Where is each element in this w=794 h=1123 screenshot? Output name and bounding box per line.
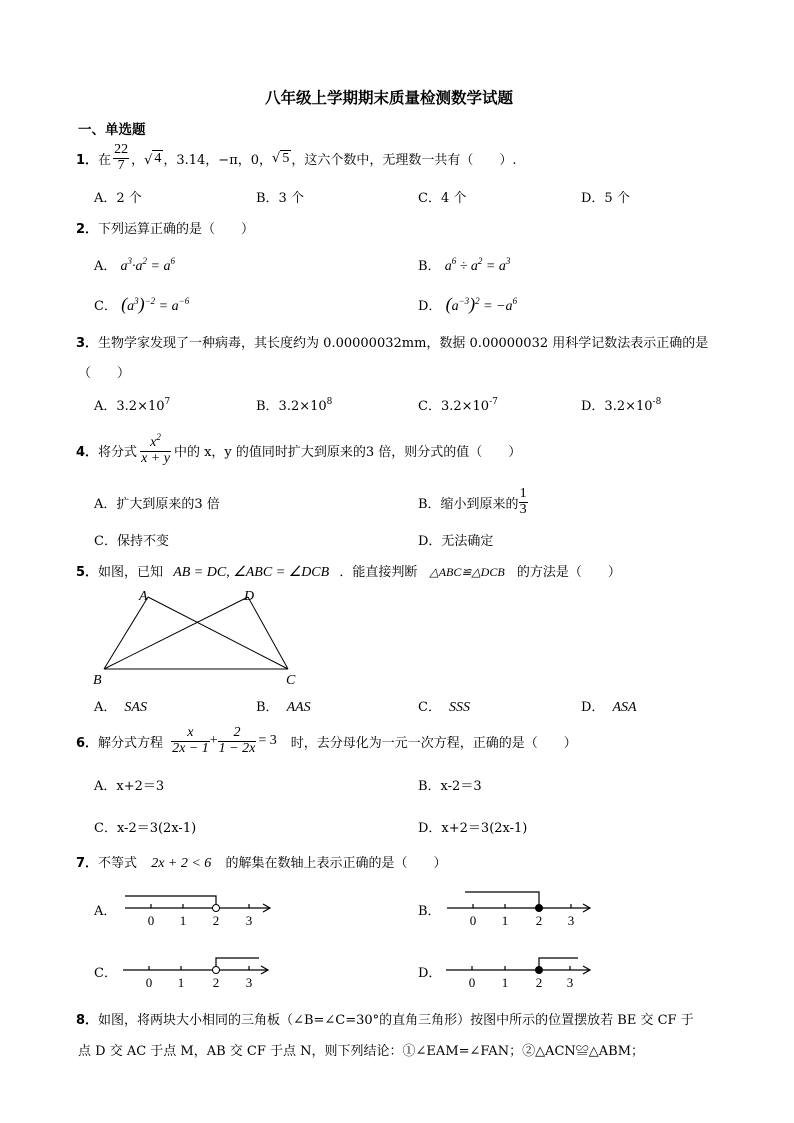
- number-line-c[interactable]: [123, 950, 273, 992]
- fraction-denominator: x + y: [141, 451, 170, 466]
- option-b[interactable]: B．3 个: [256, 191, 304, 206]
- option-label: D．: [418, 299, 442, 314]
- option-label: A．: [94, 259, 117, 274]
- fraction-numerator: [140, 433, 171, 452]
- number-line-d[interactable]: [446, 950, 596, 992]
- option-d[interactable]: [418, 294, 517, 315]
- tick-label: 0: [469, 913, 477, 928]
- sqrt-radicand: 4: [154, 150, 162, 166]
- tick-label: 0: [145, 975, 153, 990]
- option-a[interactable]: [94, 395, 170, 414]
- option-c[interactable]: C．4 个: [418, 191, 467, 206]
- option-d[interactable]: [581, 395, 661, 414]
- exponent: 2: [156, 432, 161, 443]
- question-3-cont: （ ）: [78, 366, 131, 381]
- question-text: 的方法是（ ）: [516, 565, 621, 580]
- tick-label: 3: [566, 975, 574, 990]
- fraction: [140, 433, 171, 466]
- option-text: A．3.2×10: [94, 399, 165, 414]
- option-math: $(a^{-3})^2 = -a^6$: [445, 294, 518, 314]
- question-text: 的解集在数轴上表示正确的是（ ）: [225, 856, 447, 871]
- tick-label: 1: [179, 913, 187, 928]
- option-label: A．: [94, 700, 117, 715]
- fraction: [113, 143, 129, 173]
- fraction-denominator: 7: [117, 157, 125, 173]
- label-d: D: [244, 589, 255, 604]
- question-number: 3．: [76, 336, 99, 351]
- closed-endpoint: [536, 905, 543, 912]
- question-number: 8．: [76, 1013, 99, 1028]
- option-a[interactable]: [94, 255, 175, 275]
- option-text: SSS: [448, 700, 470, 715]
- question-7: [76, 852, 446, 872]
- tick-label: 0: [147, 913, 155, 928]
- tick-label: 1: [501, 913, 509, 928]
- option-b-label[interactable]: B．: [418, 904, 441, 919]
- question-number: 6．: [76, 735, 99, 751]
- tick-label: 2: [212, 913, 220, 928]
- question-text: 解分式方程: [98, 735, 164, 751]
- question-number: 7．: [76, 856, 99, 871]
- solution-ray: [465, 892, 539, 908]
- option-text: B．3.2×10: [256, 399, 327, 414]
- tick-label: 1: [177, 975, 185, 990]
- exponent: -8: [652, 397, 662, 407]
- question-1: [76, 140, 516, 176]
- question-text: ，这六个数中，无理数一共有（ ）.: [291, 152, 517, 168]
- tick-label: 2: [535, 913, 543, 928]
- option-b[interactable]: [418, 484, 528, 520]
- exponent: -7: [489, 397, 498, 407]
- option-b[interactable]: [418, 255, 510, 275]
- fraction-numerator: 1: [519, 485, 527, 501]
- option-label: B．: [256, 700, 279, 715]
- option-math: $a^3\cdot a^2 = a^6$: [120, 256, 175, 274]
- question-text: ．能直接判断: [339, 565, 418, 580]
- option-d-label[interactable]: D．: [418, 966, 442, 981]
- option-b[interactable]: B．x-2＝3: [418, 779, 482, 794]
- tick-label: 1: [501, 975, 509, 990]
- tick-label: 2: [212, 975, 220, 990]
- fraction-1: [171, 726, 210, 756]
- question-text: 如图，已知: [98, 565, 164, 580]
- question-8-cont: 点 D 交 AC 于点 M，AB 交 CF 于点 N，则下列结论：①∠EAM=∠FAN；②△ACN≌△ABM；: [78, 1044, 645, 1059]
- question-text: ，3.14，−π，0，: [163, 152, 273, 168]
- number-line-a[interactable]: [125, 888, 275, 930]
- tick-label: 2: [535, 975, 543, 990]
- option-text: B．缩小到原来的: [418, 496, 519, 512]
- question-5: [76, 561, 621, 581]
- option-label: C．: [418, 700, 441, 715]
- sqrt-radicand: 5: [282, 150, 290, 166]
- solution-ray: [216, 958, 259, 970]
- plus-sign: +: [209, 733, 218, 748]
- option-c[interactable]: [418, 395, 498, 414]
- exponent: 7: [164, 397, 171, 407]
- option-a[interactable]: A．x+2＝3: [94, 779, 165, 794]
- open-endpoint: [213, 967, 220, 974]
- question-number: 5．: [76, 565, 99, 580]
- question-6: [76, 721, 577, 761]
- option-b[interactable]: [256, 696, 311, 716]
- question-text: 下列运算正确的是（ ）: [98, 222, 255, 237]
- fraction-denominator: 3: [519, 501, 527, 517]
- question-4: [76, 429, 521, 471]
- question-8: [76, 1009, 694, 1028]
- option-a-label[interactable]: A．: [94, 904, 117, 919]
- equals-rhs: = 3: [258, 733, 277, 748]
- section-heading: 一、单选题: [78, 122, 146, 138]
- label-a: A: [139, 589, 148, 604]
- option-c[interactable]: C．保持不变: [94, 534, 169, 549]
- tick-label: 3: [567, 913, 575, 928]
- option-text: D．3.2×10: [581, 399, 653, 414]
- option-d[interactable]: [581, 696, 637, 716]
- fraction: [519, 487, 528, 517]
- tick-label: 3: [245, 913, 253, 928]
- option-label: C．: [94, 299, 117, 314]
- congruence-math: △ABC≌△DCB: [429, 565, 505, 579]
- option-text: ASA: [612, 700, 637, 715]
- option-c[interactable]: C．x-2＝3(2x-1): [94, 821, 197, 836]
- question-number: 4．: [76, 444, 99, 460]
- option-c[interactable]: [418, 696, 470, 716]
- option-math: $a^6 \div a^2 = a^3$: [444, 256, 511, 274]
- open-endpoint: [213, 905, 220, 912]
- question-text: 不等式: [98, 856, 138, 871]
- fraction-2: [218, 726, 257, 756]
- fraction-denominator: 1 − 2x: [218, 740, 256, 756]
- segment-ac: [148, 597, 288, 669]
- question-2: [76, 218, 254, 237]
- number-line-b[interactable]: [447, 884, 597, 930]
- option-text: SAS: [124, 700, 147, 715]
- inequality-math: 2x + 2 < 6: [151, 856, 212, 871]
- fraction-numerator: 2: [218, 726, 257, 742]
- option-c-label[interactable]: C．: [94, 966, 117, 981]
- label-b: B: [93, 673, 102, 687]
- separator: ，√: [131, 152, 153, 168]
- option-a[interactable]: A．2 个: [94, 191, 142, 206]
- option-d[interactable]: D．x+2＝3(2x-1): [418, 821, 528, 836]
- option-d[interactable]: D．5 个: [581, 191, 630, 206]
- closed-endpoint: [536, 967, 543, 974]
- option-a[interactable]: A．扩大到原来的3 倍: [94, 497, 220, 512]
- question-text: 将分式: [98, 444, 138, 460]
- condition-math: AB = DC, ∠ABC = ∠DCB: [173, 565, 330, 580]
- option-text: C．3.2×10: [418, 399, 490, 414]
- question-number: 2．: [76, 222, 99, 237]
- fraction-numerator: 22: [114, 141, 129, 157]
- exponent: 8: [326, 397, 333, 407]
- option-a[interactable]: [94, 696, 147, 716]
- tick-label: 3: [245, 975, 253, 990]
- question-number: 1．: [76, 152, 99, 168]
- page-title: 八年级上学期期末质量检测数学试题: [265, 89, 514, 107]
- fraction-numerator: x: [171, 726, 210, 742]
- option-label: B．: [418, 259, 441, 274]
- option-label: D．: [581, 700, 605, 715]
- numerator-base: x: [150, 435, 157, 451]
- question-text: 中的 x，y 的值同时扩大到原来的3 倍，则分式的值（ ）: [173, 444, 522, 460]
- question-3: [76, 332, 708, 351]
- question-text: 在: [98, 152, 112, 168]
- triangle-figure: [90, 585, 310, 687]
- fraction-denominator: 2x − 1: [172, 740, 209, 756]
- option-math: $(a^3)^{-2} = a^{-6}$: [121, 294, 190, 314]
- option-d[interactable]: D．无法确定: [418, 534, 494, 549]
- question-text: 如图，将两块大小相同的三角板（∠B=∠C=30°的直角三角形）按图中所示的位置摆放若 BE 交 CF 于: [98, 1013, 694, 1028]
- label-c: C: [286, 673, 296, 687]
- sqrt-sign: √: [272, 150, 281, 166]
- solution-ray: [125, 896, 216, 908]
- option-c[interactable]: [94, 294, 189, 315]
- question-text: 生物学家发现了一种病毒，其长度约为 0.00000032mm，数据 0.00000032 用科学记数法表示正确的是: [98, 336, 709, 351]
- option-text: AAS: [286, 700, 311, 715]
- option-b[interactable]: [256, 395, 332, 414]
- question-text: 时，去分母化为一元一次方程，正确的是（ ）: [290, 735, 577, 751]
- solution-ray: [539, 958, 578, 970]
- tick-label: 0: [468, 975, 476, 990]
